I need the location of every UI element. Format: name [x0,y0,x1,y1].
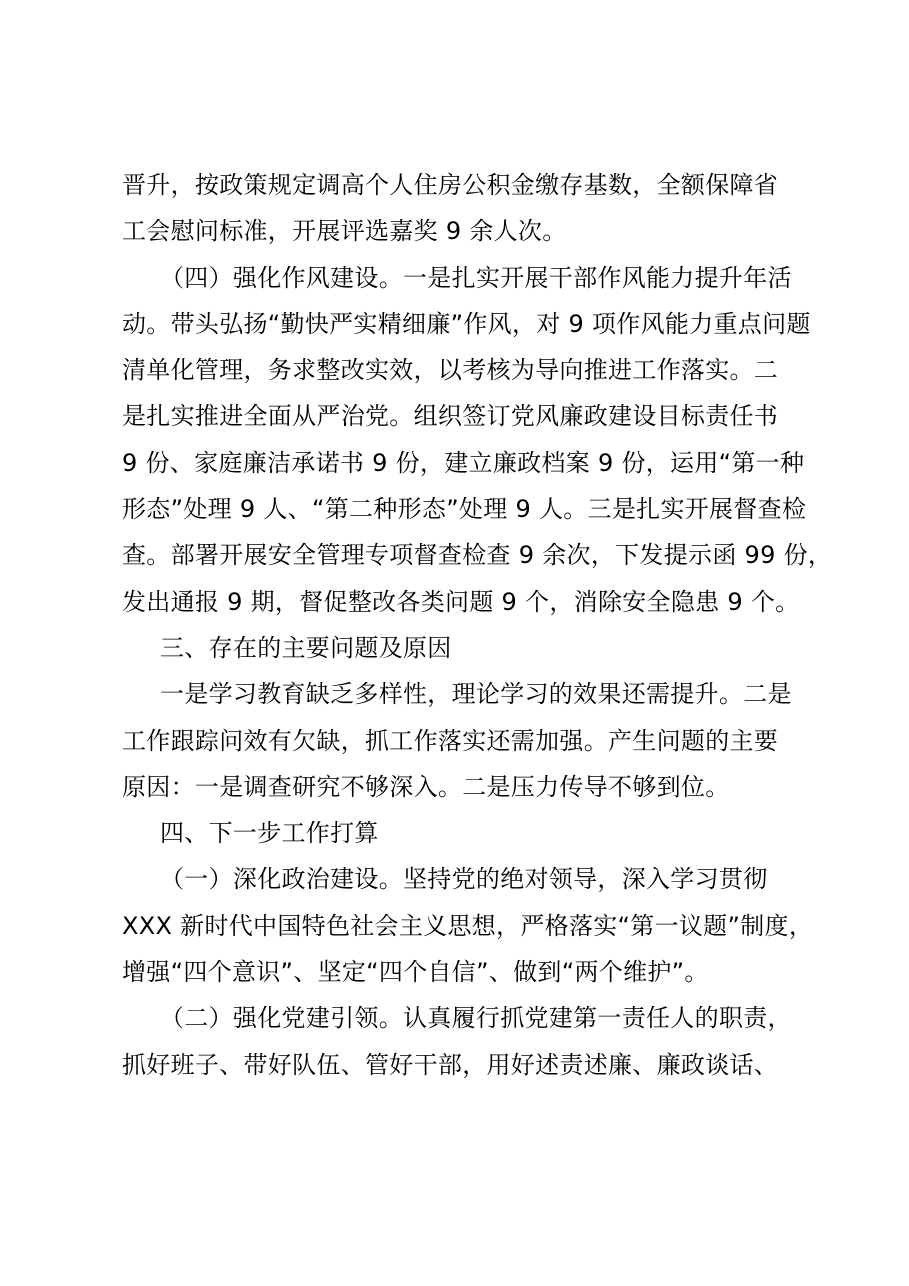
section-heading: 三、存在的主要问题及原因 [160,633,452,662]
text-line: 抓好班子、带好队伍、管好干部，用好述责述廉、廉政谈话、 [122,1050,779,1079]
text-line: 工会慰问标准，开展评选嘉奖 9 余人次。 [122,217,567,246]
text-line: 发出通报 9 期，督促整改各类问题 9 个，消除安全隐患 9 个。 [122,587,800,616]
text-line: 是扎实推进全面从严治党。组织签订党风廉政建设目标责任书 [122,402,779,431]
text-line: 清单化管理，务求整改实效，以考核为导向推进工作落实。二 [122,356,779,385]
document-body [122,162,833,1088]
text-line: 形态”处理 9 人、“第二种形态”处理 9 人。三是扎实开展督查检 [122,495,807,524]
text-line: 9 份、家庭廉洁承诺书 9 份，建立廉政档案 9 份，运用“第一种 [122,448,805,477]
text-line: 工作跟踪问效有欠缺，抓工作落实还需加强。产生问题的主要 [122,726,779,755]
text-line: 增强“四个意识”、坚定“四个自信”、做到“两个维护”。 [122,958,709,987]
text-line: （二）强化党建引领。认真履行抓党建第一责任人的职责， [160,1004,792,1033]
text-line: 一是学习教育缺乏多样性，理论学习的效果还需提升。二是 [160,680,792,709]
text-line: 原因：一是调查研究不够深入。二是压力传导不够到位。 [122,772,730,801]
text-line: （一）深化政治建设。坚持党的绝对领导，深入学习贯彻 [160,865,768,894]
text-line: （四）强化作风建设。一是扎实开展干部作风能力提升年活 [160,263,792,292]
text-line: 晋升，按政策规定调高个人住房公积金缴存基数，全额保障省 [122,171,779,199]
text-line: 查。部署开展安全管理专项督查检查 9 余次，下发提示函 99 份， [122,541,833,570]
text-line: 动。带头弘扬“勤快严实精细廉”作风，对 9 项作风能力重点问题 [122,309,811,338]
text-line: XXX 新时代中国特色社会主义思想，严格落实“第一议题”制度， [122,911,814,940]
section-heading: 四、下一步工作打算 [160,819,379,848]
